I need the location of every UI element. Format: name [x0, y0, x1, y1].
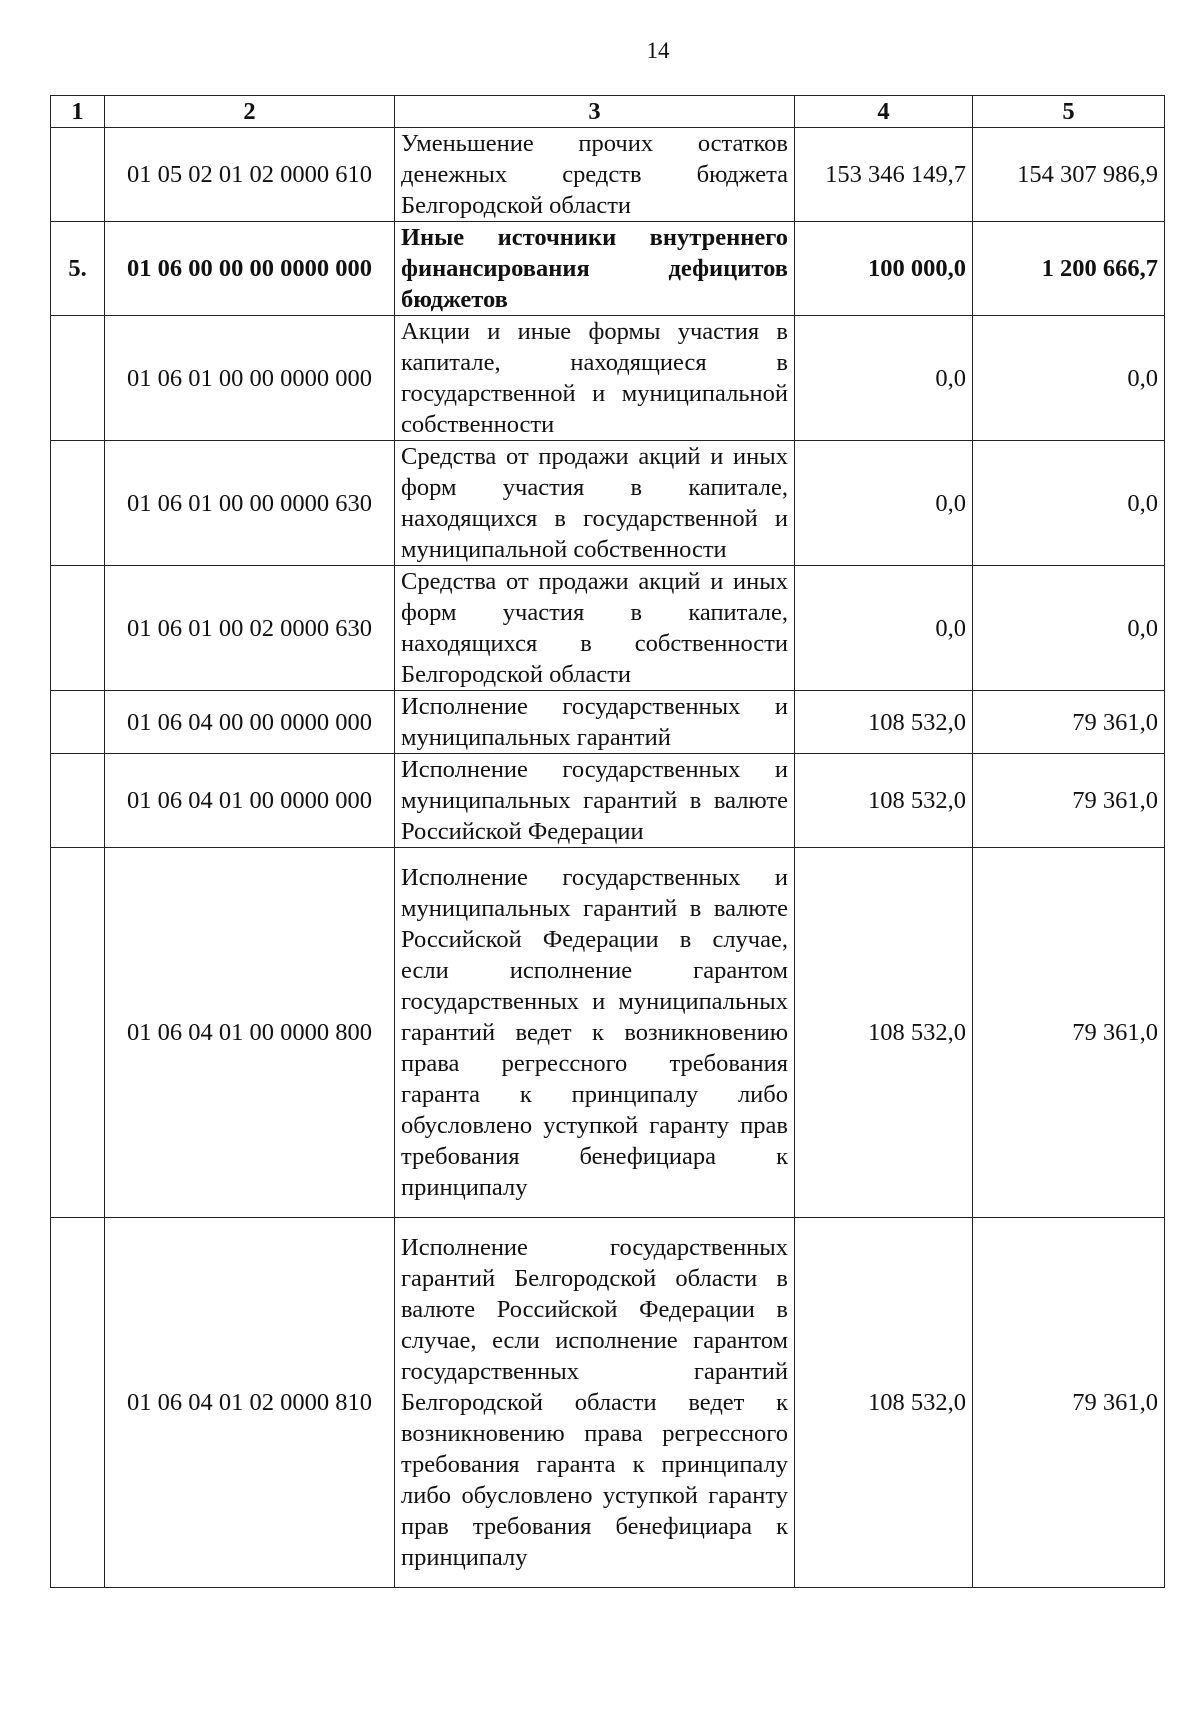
table-row	[51, 848, 1165, 1218]
amount-col4: 153 346 149,7	[795, 128, 973, 222]
budget-sources-table	[50, 95, 1165, 1588]
row-number	[51, 754, 105, 848]
source-name: Средства от продажи акций и иных форм участия в капитале, находящихся в государственной и муниципальной собственности	[395, 441, 795, 566]
row-number	[51, 441, 105, 566]
budget-code: 01 06 01 00 00 0000 000	[105, 316, 395, 441]
table-row	[51, 441, 1165, 566]
source-name: Исполнение государственных и муниципальных гарантий в валюте Российской Федерации в случае, если исполнение гарантом государственных и муниципальных гарантий ведет к возникновению права регрессного требования гаранта к принципалу либо обусловлено уступкой гаранту прав требования бенефициара к принципалу	[395, 848, 795, 1218]
column-header-5: 5	[973, 96, 1165, 128]
budget-code: 01 06 04 01 00 0000 800	[105, 848, 395, 1218]
budget-code: 01 06 01 00 00 0000 630	[105, 441, 395, 566]
budget-code: 01 05 02 01 02 0000 610	[105, 128, 395, 222]
row-number: 5.	[51, 222, 105, 316]
table-row	[51, 222, 1165, 316]
amount-col4: 108 532,0	[795, 754, 973, 848]
amount-col4: 108 532,0	[795, 1218, 973, 1588]
row-number	[51, 848, 105, 1218]
source-name: Иные источники внутреннего финансирования дефицитов бюджетов	[395, 222, 795, 316]
amount-col4: 108 532,0	[795, 691, 973, 754]
amount-col5: 79 361,0	[973, 1218, 1165, 1588]
budget-code: 01 06 00 00 00 0000 000	[105, 222, 395, 316]
amount-col4: 0,0	[795, 566, 973, 691]
table-header-row	[51, 96, 1165, 128]
table-row	[51, 754, 1165, 848]
amount-col5: 79 361,0	[973, 691, 1165, 754]
row-number	[51, 128, 105, 222]
budget-code: 01 06 04 01 02 0000 810	[105, 1218, 395, 1588]
row-number	[51, 691, 105, 754]
source-name: Исполнение государственных гарантий Белгородской области в валюте Российской Федерации в случае, если исполнение гарантом государственных гарантий Белгородской области ведет к возникновению права регрессного требования гаранта к принципалу либо обусловлено уступкой гаранту прав требования бенефициара к принципалу	[395, 1218, 795, 1588]
amount-col5: 1 200 666,7	[973, 222, 1165, 316]
table-row	[51, 128, 1165, 222]
row-number	[51, 316, 105, 441]
column-header-1: 1	[51, 96, 105, 128]
source-name: Акции и иные формы участия в капитале, находящиеся в государственной и муниципальной собственности	[395, 316, 795, 441]
source-name: Исполнение государственных и муниципальных гарантий в валюте Российской Федерации	[395, 754, 795, 848]
amount-col4: 100 000,0	[795, 222, 973, 316]
amount-col5: 0,0	[973, 316, 1165, 441]
row-number	[51, 1218, 105, 1588]
budget-code: 01 06 04 00 00 0000 000	[105, 691, 395, 754]
amount-col4: 108 532,0	[795, 848, 973, 1218]
source-name: Средства от продажи акций и иных форм участия в капитале, находящихся в собственности Белгородской области	[395, 566, 795, 691]
table-row	[51, 1218, 1165, 1588]
table-row	[51, 316, 1165, 441]
budget-code: 01 06 01 00 02 0000 630	[105, 566, 395, 691]
column-header-2: 2	[105, 96, 395, 128]
amount-col5: 79 361,0	[973, 754, 1165, 848]
amount-col5: 79 361,0	[973, 848, 1165, 1218]
source-name: Исполнение государственных и муниципальных гарантий	[395, 691, 795, 754]
row-number	[51, 566, 105, 691]
amount-col4: 0,0	[795, 441, 973, 566]
amount-col5: 154 307 986,9	[973, 128, 1165, 222]
amount-col4: 0,0	[795, 316, 973, 441]
column-header-4: 4	[795, 96, 973, 128]
budget-code: 01 06 04 01 00 0000 000	[105, 754, 395, 848]
amount-col5: 0,0	[973, 441, 1165, 566]
source-name: Уменьшение прочих остатков денежных средств бюджета Белгородской области	[395, 128, 795, 222]
page-number: 14	[646, 38, 670, 63]
table-row	[51, 566, 1165, 691]
amount-col5: 0,0	[973, 566, 1165, 691]
table-row	[51, 691, 1165, 754]
column-header-3: 3	[395, 96, 795, 128]
